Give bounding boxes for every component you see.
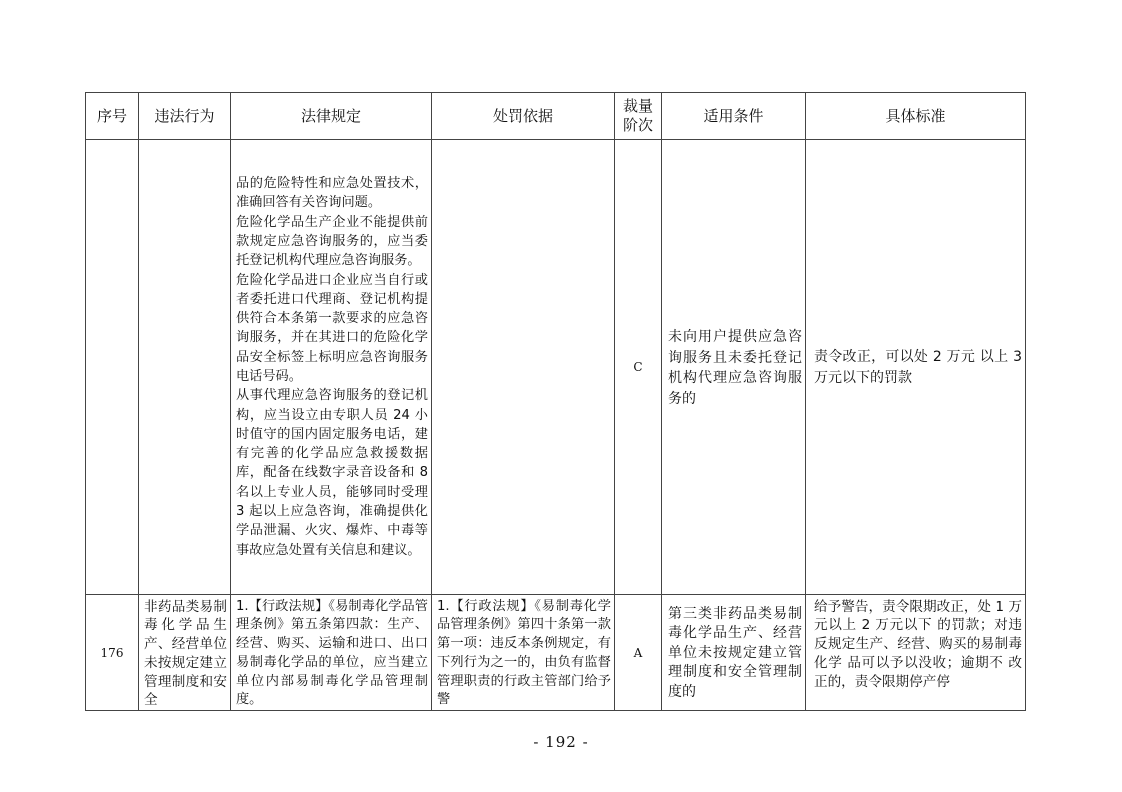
cell-violation — [139, 140, 231, 595]
cell-specific-standard: 责令改正，可以处 2 万元 以上 3 万元以下的罚款 — [806, 140, 1026, 595]
header-violation: 违法行为 — [139, 93, 231, 140]
cell-discretion-level: C — [615, 140, 662, 595]
table-row — [86, 140, 1026, 595]
header-seq: 序号 — [86, 93, 139, 140]
cell-violation: 非药品类易制毒化学品生产、经营单位未按规定建立管理制度和安全 — [139, 595, 231, 711]
cell-specific-standard: 给予警告，责令限期改正，处 1 万元以上 2 万元以下 的罚款；对违反规定生产、经营、购买的易制毒化学 品可以予以没收；逾期不 改正的，责令限期停产停 — [806, 595, 1026, 711]
cell-seq — [86, 140, 139, 595]
cell-seq: 176 — [86, 595, 139, 711]
header-legal-provision: 法律规定 — [231, 93, 432, 140]
header-discretion-level-label: 裁量阶次 — [622, 97, 653, 134]
page-number: - 192 - — [533, 733, 589, 751]
cell-applicable-condition: 未向用户提供应急咨询服务且未委托登记机构代理应急咨询服务的 — [662, 140, 806, 595]
cell-penalty-basis — [432, 140, 615, 595]
header-applicable-condition: 适用条件 — [662, 93, 806, 140]
header-specific-standard: 具体标准 — [806, 93, 1026, 140]
cell-penalty-basis: 1.【行政法规】《易制毒化学品管理条例》第四十条第一款第一项：违反本条例规定，有下列行为之一的，由负有监督管理职责的行政主管部门给予警 — [432, 595, 615, 711]
header-discretion-level — [615, 93, 662, 140]
table-row — [86, 595, 1026, 711]
cell-legal-provision: 品的危险特性和应急处置技术，准确回答有关咨询问题。 危险化学品生产企业不能提供前款规定应急咨询服务的，应当委托登记机构代理应急咨询服务。 危险化学品进口企业应当自行或者委托进口代理商、登记机构提供符合本条第一款要求的应急咨询服务，并在其进口的危险化学品安全标签上标明应急咨询服务电话号码。 从事代理应急咨询服务的登记机构，应当设立由专职人员 24 小时值守的国内固定服务电话，建有完善的化学品应急救援数据库，配备在线数字录音设备和 8 名以上专业人员，能够同时受理 3 起以上应急咨询，准确提供化学品泄漏、火灾、爆炸、中毒等事故应急处置有关信息和建议。 — [231, 140, 432, 595]
cell-discretion-level: A — [615, 595, 662, 711]
cell-legal-provision: 1.【行政法规】《易制毒化学品管理条例》第五条第四款：生产、经营、购买、运输和进口、出口易制毒化学品的单位，应当建立单位内部易制毒化学品管理制度。 — [231, 595, 432, 711]
cell-applicable-condition: 第三类非药品类易制毒化学品生产、经营单位未按规定建立管理制度和安全管理制度的 — [662, 595, 806, 711]
table-header-row — [86, 93, 1026, 140]
header-penalty-basis: 处罚依据 — [432, 93, 615, 140]
regulation-table — [85, 92, 1026, 711]
